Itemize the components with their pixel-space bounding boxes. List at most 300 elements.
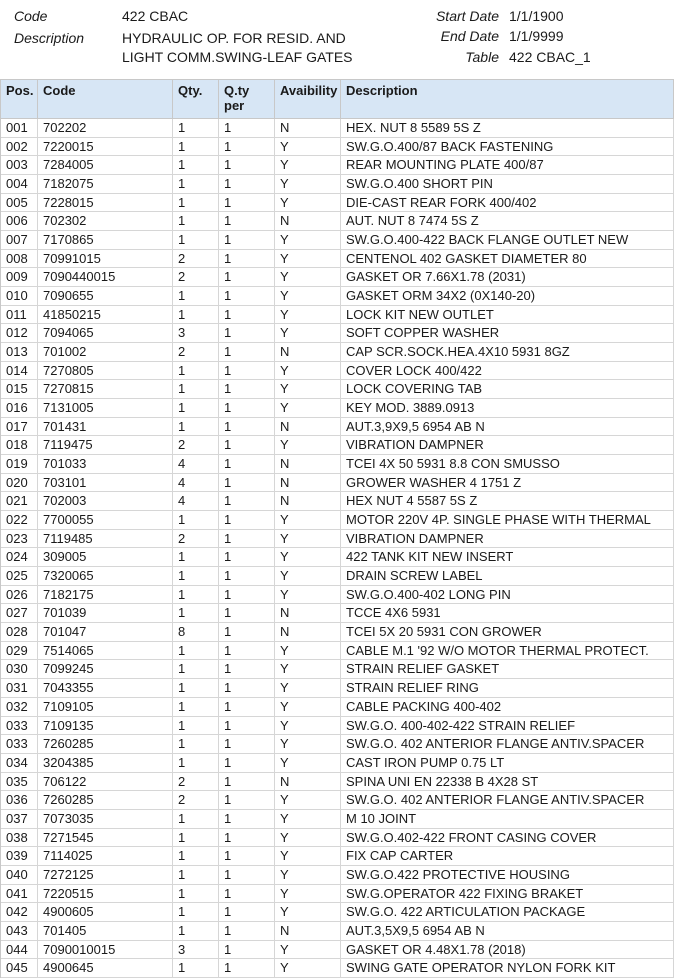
cell-pos: 042 bbox=[1, 903, 38, 921]
column-header-qty: Qty. bbox=[173, 80, 219, 118]
table-row bbox=[1, 474, 674, 493]
cell-pos: 034 bbox=[1, 754, 38, 772]
cell-availability: Y bbox=[275, 847, 341, 865]
cell-availability: Y bbox=[275, 735, 341, 753]
column-header-qty-per-line2: per bbox=[224, 98, 245, 113]
cell-qty-per: 1 bbox=[219, 959, 275, 977]
cell-qty-per: 1 bbox=[219, 548, 275, 566]
table-header bbox=[1, 80, 674, 119]
table-row bbox=[1, 212, 674, 231]
cell-pos: 015 bbox=[1, 380, 38, 398]
cell-description: LOCK KIT NEW OUTLET bbox=[341, 306, 674, 324]
cell-qty-per: 1 bbox=[219, 212, 275, 230]
cell-pos: 014 bbox=[1, 362, 38, 380]
cell-qty: 1 bbox=[173, 679, 219, 697]
cell-code: 4900605 bbox=[38, 903, 173, 921]
cell-qty: 1 bbox=[173, 866, 219, 884]
cell-description: CABLE PACKING 400-402 bbox=[341, 698, 674, 716]
cell-availability: Y bbox=[275, 567, 341, 585]
cell-code: 4900645 bbox=[38, 959, 173, 977]
cell-description: CAST IRON PUMP 0.75 LT bbox=[341, 754, 674, 772]
cell-qty-per: 1 bbox=[219, 866, 275, 884]
table-row bbox=[1, 885, 674, 904]
cell-qty: 4 bbox=[173, 455, 219, 473]
cell-pos: 029 bbox=[1, 642, 38, 660]
cell-pos: 008 bbox=[1, 250, 38, 268]
document-header bbox=[0, 0, 674, 76]
cell-pos: 035 bbox=[1, 773, 38, 791]
cell-code: 703101 bbox=[38, 474, 173, 492]
table-row bbox=[1, 511, 674, 530]
table-row bbox=[1, 175, 674, 194]
cell-description: SW.G.O.400-422 BACK FLANGE OUTLET NEW bbox=[341, 231, 674, 249]
cell-qty: 2 bbox=[173, 436, 219, 454]
cell-qty: 1 bbox=[173, 380, 219, 398]
table-row bbox=[1, 343, 674, 362]
column-header-availability: Avaibility bbox=[275, 80, 341, 118]
cell-description: FIX CAP CARTER bbox=[341, 847, 674, 865]
cell-availability: Y bbox=[275, 138, 341, 156]
cell-pos: 039 bbox=[1, 847, 38, 865]
cell-description: SW.G.O.422 PROTECTIVE HOUSING bbox=[341, 866, 674, 884]
cell-description: HEX. NUT 8 5589 5S Z bbox=[341, 119, 674, 137]
cell-pos: 019 bbox=[1, 455, 38, 473]
cell-availability: N bbox=[275, 922, 341, 940]
cell-qty-per: 1 bbox=[219, 660, 275, 678]
cell-qty-per: 1 bbox=[219, 941, 275, 959]
cell-description: HEX NUT 4 5587 5S Z bbox=[341, 492, 674, 510]
cell-description: TCEI 4X 50 5931 8.8 CON SMUSSO bbox=[341, 455, 674, 473]
cell-pos: 003 bbox=[1, 156, 38, 174]
cell-qty-per: 1 bbox=[219, 567, 275, 585]
table-row bbox=[1, 362, 674, 381]
cell-qty: 1 bbox=[173, 586, 219, 604]
cell-availability: N bbox=[275, 492, 341, 510]
table-row bbox=[1, 268, 674, 287]
cell-qty: 1 bbox=[173, 698, 219, 716]
cell-qty-per: 1 bbox=[219, 436, 275, 454]
cell-code: 7090655 bbox=[38, 287, 173, 305]
table-row bbox=[1, 250, 674, 269]
cell-qty: 2 bbox=[173, 791, 219, 809]
cell-description: LOCK COVERING TAB bbox=[341, 380, 674, 398]
cell-pos: 016 bbox=[1, 399, 38, 417]
cell-qty: 1 bbox=[173, 511, 219, 529]
cell-description: SW.G.O.402-422 FRONT CASING COVER bbox=[341, 829, 674, 847]
cell-qty-per: 1 bbox=[219, 511, 275, 529]
cell-description: MOTOR 220V 4P. SINGLE PHASE WITH THERMAL bbox=[341, 511, 674, 529]
cell-description: M 10 JOINT bbox=[341, 810, 674, 828]
cell-description: STRAIN RELIEF RING bbox=[341, 679, 674, 697]
cell-qty: 2 bbox=[173, 773, 219, 791]
cell-pos: 004 bbox=[1, 175, 38, 193]
cell-pos: 030 bbox=[1, 660, 38, 678]
cell-description: SW.G.OPERATOR 422 FIXING BRAKET bbox=[341, 885, 674, 903]
table-row bbox=[1, 735, 674, 754]
cell-description: KEY MOD. 3889.0913 bbox=[341, 399, 674, 417]
cell-description: STRAIN RELIEF GASKET bbox=[341, 660, 674, 678]
cell-qty: 1 bbox=[173, 119, 219, 137]
cell-pos: 013 bbox=[1, 343, 38, 361]
cell-description: SPINA UNI EN 22338 B 4X28 ST bbox=[341, 773, 674, 791]
code-value: 422 CBAC bbox=[122, 8, 189, 24]
cell-qty: 1 bbox=[173, 922, 219, 940]
cell-description: SW.G.O.400 SHORT PIN bbox=[341, 175, 674, 193]
cell-code: 7099245 bbox=[38, 660, 173, 678]
cell-qty-per: 1 bbox=[219, 362, 275, 380]
table-body bbox=[1, 119, 674, 978]
cell-pos: 037 bbox=[1, 810, 38, 828]
cell-qty: 1 bbox=[173, 717, 219, 735]
cell-availability: N bbox=[275, 119, 341, 137]
cell-qty-per: 1 bbox=[219, 698, 275, 716]
table-row bbox=[1, 156, 674, 175]
cell-availability: Y bbox=[275, 698, 341, 716]
table-row bbox=[1, 548, 674, 567]
cell-pos: 026 bbox=[1, 586, 38, 604]
table-row bbox=[1, 679, 674, 698]
cell-qty-per: 1 bbox=[219, 343, 275, 361]
cell-code: 7182075 bbox=[38, 175, 173, 193]
cell-availability: Y bbox=[275, 324, 341, 342]
cell-code: 7109105 bbox=[38, 698, 173, 716]
cell-pos: 038 bbox=[1, 829, 38, 847]
table-row bbox=[1, 306, 674, 325]
code-label: Code bbox=[14, 8, 48, 24]
table-row bbox=[1, 194, 674, 213]
table-row bbox=[1, 399, 674, 418]
cell-availability: Y bbox=[275, 660, 341, 678]
cell-pos: 025 bbox=[1, 567, 38, 585]
cell-qty-per: 1 bbox=[219, 922, 275, 940]
table-row bbox=[1, 642, 674, 661]
cell-qty: 1 bbox=[173, 903, 219, 921]
cell-availability: Y bbox=[275, 717, 341, 735]
cell-availability: Y bbox=[275, 941, 341, 959]
cell-code: 701002 bbox=[38, 343, 173, 361]
cell-availability: Y bbox=[275, 866, 341, 884]
table-row bbox=[1, 436, 674, 455]
cell-code: 7073035 bbox=[38, 810, 173, 828]
cell-code: 706122 bbox=[38, 773, 173, 791]
table-row bbox=[1, 380, 674, 399]
cell-description: SW.G.O. 402 ANTERIOR FLANGE ANTIV.SPACER bbox=[341, 735, 674, 753]
column-header-pos: Pos. bbox=[1, 80, 38, 118]
cell-qty: 1 bbox=[173, 231, 219, 249]
cell-availability: Y bbox=[275, 268, 341, 286]
cell-code: 7090440015 bbox=[38, 268, 173, 286]
cell-availability: Y bbox=[275, 399, 341, 417]
cell-code: 7170865 bbox=[38, 231, 173, 249]
table-row bbox=[1, 604, 674, 623]
cell-description: GROWER WASHER 4 1751 Z bbox=[341, 474, 674, 492]
cell-qty-per: 1 bbox=[219, 530, 275, 548]
cell-availability: Y bbox=[275, 829, 341, 847]
cell-qty-per: 1 bbox=[219, 231, 275, 249]
cell-qty: 1 bbox=[173, 399, 219, 417]
cell-pos: 033 bbox=[1, 735, 38, 753]
table-row bbox=[1, 231, 674, 250]
table-row bbox=[1, 847, 674, 866]
cell-description: SW.G.O.400-402 LONG PIN bbox=[341, 586, 674, 604]
cell-qty: 1 bbox=[173, 604, 219, 622]
cell-qty: 2 bbox=[173, 268, 219, 286]
cell-qty-per: 1 bbox=[219, 735, 275, 753]
cell-qty-per: 1 bbox=[219, 306, 275, 324]
cell-code: 7284005 bbox=[38, 156, 173, 174]
cell-availability: Y bbox=[275, 194, 341, 212]
cell-pos: 033 bbox=[1, 717, 38, 735]
cell-code: 7271545 bbox=[38, 829, 173, 847]
table-row bbox=[1, 773, 674, 792]
cell-qty: 1 bbox=[173, 810, 219, 828]
table-row bbox=[1, 717, 674, 736]
cell-availability: Y bbox=[275, 250, 341, 268]
cell-qty-per: 1 bbox=[219, 903, 275, 921]
description-line2: LIGHT COMM.SWING-LEAF GATES bbox=[122, 49, 353, 65]
cell-code: 701033 bbox=[38, 455, 173, 473]
cell-qty: 3 bbox=[173, 941, 219, 959]
cell-description: AUT. NUT 8 7474 5S Z bbox=[341, 212, 674, 230]
cell-pos: 028 bbox=[1, 623, 38, 641]
cell-pos: 011 bbox=[1, 306, 38, 324]
cell-qty: 1 bbox=[173, 567, 219, 585]
cell-qty: 1 bbox=[173, 156, 219, 174]
cell-qty: 1 bbox=[173, 306, 219, 324]
cell-qty-per: 1 bbox=[219, 119, 275, 137]
cell-description: AUT.3,5X9,5 6954 AB N bbox=[341, 922, 674, 940]
cell-availability: Y bbox=[275, 791, 341, 809]
cell-pos: 031 bbox=[1, 679, 38, 697]
cell-pos: 010 bbox=[1, 287, 38, 305]
cell-qty-per: 1 bbox=[219, 847, 275, 865]
cell-qty: 3 bbox=[173, 324, 219, 342]
table-row bbox=[1, 698, 674, 717]
cell-description: SWING GATE OPERATOR NYLON FORK KIT bbox=[341, 959, 674, 977]
cell-qty-per: 1 bbox=[219, 642, 275, 660]
cell-code: 7320065 bbox=[38, 567, 173, 585]
cell-description: CABLE M.1 '92 W/O MOTOR THERMAL PROTECT. bbox=[341, 642, 674, 660]
cell-pos: 021 bbox=[1, 492, 38, 510]
cell-description: VIBRATION DAMPNER bbox=[341, 530, 674, 548]
cell-qty-per: 1 bbox=[219, 194, 275, 212]
cell-code: 7090010015 bbox=[38, 941, 173, 959]
cell-qty: 1 bbox=[173, 362, 219, 380]
cell-qty: 2 bbox=[173, 343, 219, 361]
cell-qty-per: 1 bbox=[219, 623, 275, 641]
cell-description: CAP SCR.SOCK.HEA.4X10 5931 8GZ bbox=[341, 343, 674, 361]
table-row bbox=[1, 829, 674, 848]
cell-qty-per: 1 bbox=[219, 399, 275, 417]
cell-qty-per: 1 bbox=[219, 455, 275, 473]
cell-qty-per: 1 bbox=[219, 586, 275, 604]
cell-code: 41850215 bbox=[38, 306, 173, 324]
parts-table bbox=[0, 79, 674, 978]
cell-availability: Y bbox=[275, 156, 341, 174]
cell-pos: 023 bbox=[1, 530, 38, 548]
cell-qty: 1 bbox=[173, 175, 219, 193]
cell-availability: Y bbox=[275, 959, 341, 977]
cell-availability: Y bbox=[275, 810, 341, 828]
cell-availability: N bbox=[275, 455, 341, 473]
cell-qty-per: 1 bbox=[219, 380, 275, 398]
table-row bbox=[1, 567, 674, 586]
cell-pos: 012 bbox=[1, 324, 38, 342]
cell-qty-per: 1 bbox=[219, 418, 275, 436]
cell-qty-per: 1 bbox=[219, 773, 275, 791]
cell-availability: N bbox=[275, 343, 341, 361]
end-date-label: End Date bbox=[440, 28, 499, 44]
description-label: Description bbox=[14, 30, 85, 46]
cell-description: GASKET OR 4.48X1.78 (2018) bbox=[341, 941, 674, 959]
cell-code: 7119475 bbox=[38, 436, 173, 454]
column-header-qty-per bbox=[219, 80, 275, 118]
cell-qty: 1 bbox=[173, 287, 219, 305]
cell-qty-per: 1 bbox=[219, 268, 275, 286]
cell-description: COVER LOCK 400/422 bbox=[341, 362, 674, 380]
cell-qty: 1 bbox=[173, 959, 219, 977]
cell-availability: Y bbox=[275, 231, 341, 249]
cell-qty-per: 1 bbox=[219, 791, 275, 809]
cell-availability: Y bbox=[275, 362, 341, 380]
cell-description: AUT.3,9X9,5 6954 AB N bbox=[341, 418, 674, 436]
cell-code: 702202 bbox=[38, 119, 173, 137]
cell-description: GASKET ORM 34X2 (0X140-20) bbox=[341, 287, 674, 305]
cell-pos: 040 bbox=[1, 866, 38, 884]
cell-qty: 2 bbox=[173, 250, 219, 268]
cell-code: 7700055 bbox=[38, 511, 173, 529]
cell-code: 7114025 bbox=[38, 847, 173, 865]
cell-qty: 1 bbox=[173, 754, 219, 772]
cell-description: DRAIN SCREW LABEL bbox=[341, 567, 674, 585]
cell-code: 7220015 bbox=[38, 138, 173, 156]
cell-pos: 005 bbox=[1, 194, 38, 212]
table-row bbox=[1, 922, 674, 941]
cell-qty-per: 1 bbox=[219, 156, 275, 174]
table-row bbox=[1, 324, 674, 343]
cell-qty-per: 1 bbox=[219, 175, 275, 193]
cell-qty: 4 bbox=[173, 492, 219, 510]
cell-pos: 044 bbox=[1, 941, 38, 959]
table-row bbox=[1, 492, 674, 511]
cell-qty-per: 1 bbox=[219, 717, 275, 735]
cell-code: 7043355 bbox=[38, 679, 173, 697]
cell-qty: 1 bbox=[173, 847, 219, 865]
cell-qty: 1 bbox=[173, 418, 219, 436]
table-row bbox=[1, 586, 674, 605]
cell-pos: 043 bbox=[1, 922, 38, 940]
table-row bbox=[1, 530, 674, 549]
cell-qty: 2 bbox=[173, 530, 219, 548]
cell-qty-per: 1 bbox=[219, 474, 275, 492]
cell-code: 7514065 bbox=[38, 642, 173, 660]
cell-code: 7094065 bbox=[38, 324, 173, 342]
cell-availability: Y bbox=[275, 754, 341, 772]
cell-pos: 007 bbox=[1, 231, 38, 249]
cell-code: 7260285 bbox=[38, 735, 173, 753]
column-header-description: Description bbox=[341, 80, 674, 118]
cell-qty-per: 1 bbox=[219, 679, 275, 697]
cell-description: 422 TANK KIT NEW INSERT bbox=[341, 548, 674, 566]
column-header-code: Code bbox=[38, 80, 173, 118]
cell-availability: N bbox=[275, 623, 341, 641]
cell-pos: 006 bbox=[1, 212, 38, 230]
end-date-value: 1/1/9999 bbox=[509, 28, 564, 44]
table-row bbox=[1, 418, 674, 437]
cell-availability: N bbox=[275, 474, 341, 492]
cell-qty-per: 1 bbox=[219, 604, 275, 622]
cell-pos: 020 bbox=[1, 474, 38, 492]
cell-code: 701039 bbox=[38, 604, 173, 622]
cell-availability: Y bbox=[275, 548, 341, 566]
cell-qty: 1 bbox=[173, 660, 219, 678]
description-line1: HYDRAULIC OP. FOR RESID. AND bbox=[122, 30, 346, 46]
cell-availability: Y bbox=[275, 436, 341, 454]
cell-code: 701431 bbox=[38, 418, 173, 436]
cell-qty: 1 bbox=[173, 885, 219, 903]
cell-description: SW.G.O. 402 ANTERIOR FLANGE ANTIV.SPACER bbox=[341, 791, 674, 809]
cell-qty: 1 bbox=[173, 829, 219, 847]
cell-pos: 002 bbox=[1, 138, 38, 156]
cell-qty-per: 1 bbox=[219, 885, 275, 903]
table-row bbox=[1, 119, 674, 138]
cell-description: SOFT COPPER WASHER bbox=[341, 324, 674, 342]
cell-pos: 017 bbox=[1, 418, 38, 436]
table-row bbox=[1, 138, 674, 157]
cell-description: SW.G.O.400/87 BACK FASTENING bbox=[341, 138, 674, 156]
cell-description: REAR MOUNTING PLATE 400/87 bbox=[341, 156, 674, 174]
cell-code: 701405 bbox=[38, 922, 173, 940]
table-row bbox=[1, 810, 674, 829]
cell-code: 7220515 bbox=[38, 885, 173, 903]
cell-pos: 024 bbox=[1, 548, 38, 566]
cell-availability: Y bbox=[275, 530, 341, 548]
cell-availability: Y bbox=[275, 306, 341, 324]
cell-qty-per: 1 bbox=[219, 250, 275, 268]
cell-pos: 032 bbox=[1, 698, 38, 716]
table-row bbox=[1, 754, 674, 773]
cell-pos: 045 bbox=[1, 959, 38, 977]
cell-qty: 8 bbox=[173, 623, 219, 641]
cell-qty: 1 bbox=[173, 642, 219, 660]
table-row bbox=[1, 941, 674, 960]
cell-availability: Y bbox=[275, 511, 341, 529]
cell-description: SW.G.O. 400-402-422 STRAIN RELIEF bbox=[341, 717, 674, 735]
column-header-qty-per-line1: Q.ty bbox=[224, 83, 250, 98]
cell-pos: 027 bbox=[1, 604, 38, 622]
cell-availability: N bbox=[275, 418, 341, 436]
cell-availability: Y bbox=[275, 175, 341, 193]
cell-code: 3204385 bbox=[38, 754, 173, 772]
cell-qty-per: 1 bbox=[219, 829, 275, 847]
cell-description: TCEI 5X 20 5931 CON GROWER bbox=[341, 623, 674, 641]
cell-qty-per: 1 bbox=[219, 492, 275, 510]
table-row bbox=[1, 287, 674, 306]
cell-qty: 4 bbox=[173, 474, 219, 492]
cell-availability: Y bbox=[275, 287, 341, 305]
cell-code: 70991015 bbox=[38, 250, 173, 268]
cell-pos: 001 bbox=[1, 119, 38, 137]
cell-qty: 1 bbox=[173, 735, 219, 753]
cell-code: 7270815 bbox=[38, 380, 173, 398]
cell-qty-per: 1 bbox=[219, 138, 275, 156]
cell-qty: 1 bbox=[173, 548, 219, 566]
cell-code: 7119485 bbox=[38, 530, 173, 548]
cell-code: 7182175 bbox=[38, 586, 173, 604]
cell-pos: 041 bbox=[1, 885, 38, 903]
cell-availability: Y bbox=[275, 642, 341, 660]
cell-availability: N bbox=[275, 604, 341, 622]
